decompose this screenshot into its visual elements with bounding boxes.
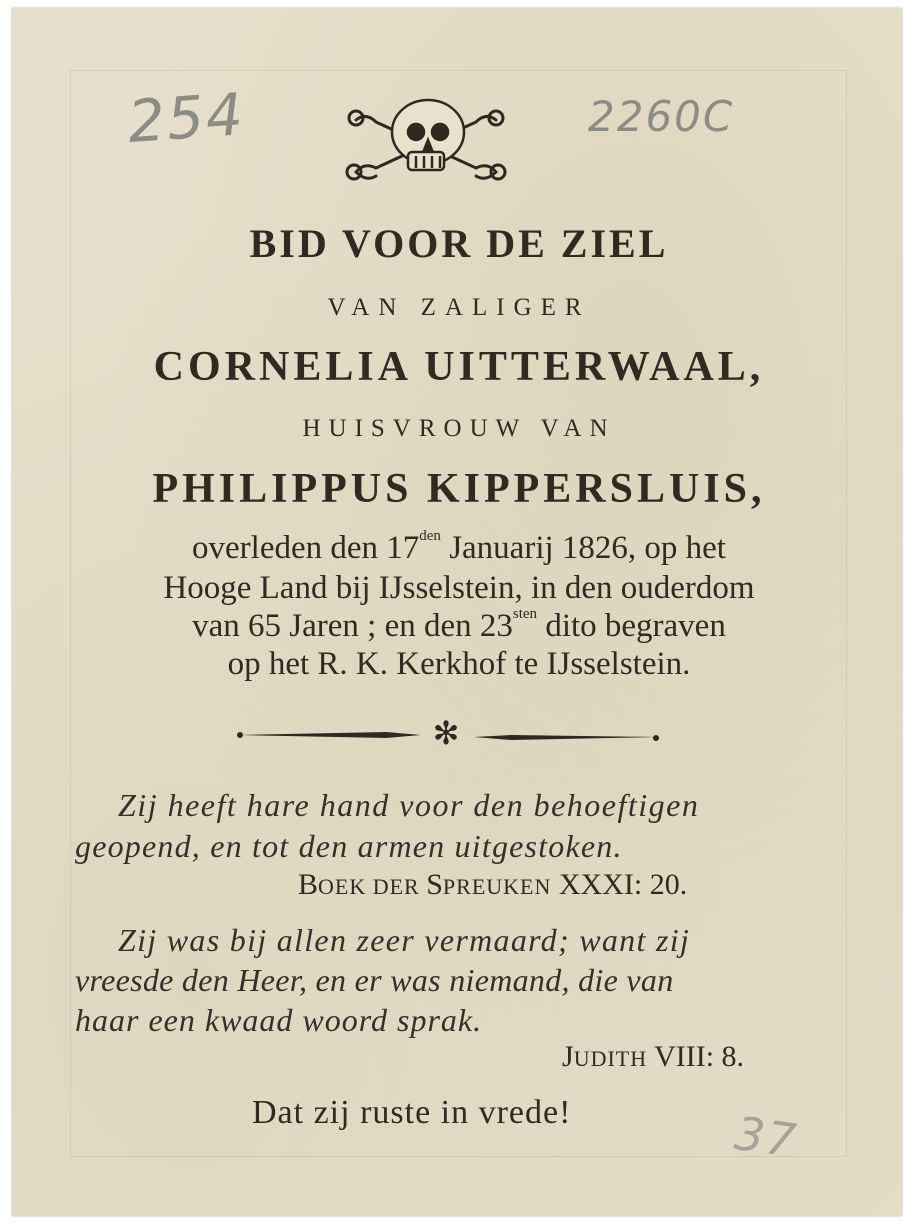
quote2-line-1: Zij was bij allen zeer vermaard; want zij <box>118 922 691 958</box>
ref2-num: VIII: 8. <box>647 1040 745 1073</box>
body-line-1 <box>0 530 918 567</box>
heading-line-4: HUISVROUW VAN <box>302 415 616 442</box>
heading-line-2: VAN ZALIGER <box>327 294 591 321</box>
body-line-3b: dito begraven <box>537 608 726 644</box>
quote1-line-2: geopend, en tot den armen uitgestoken. <box>75 828 623 864</box>
ref1-oek: OEK DER <box>318 874 427 899</box>
ref2-udith: UDITH <box>573 1046 648 1071</box>
husband-name: PHILIPPUS KIPPERSLUIS, <box>152 466 766 512</box>
superscript-den: den <box>419 528 441 544</box>
heading-line-1: BID VOOR DE ZIEL <box>249 221 669 266</box>
quote2-reference <box>562 1040 744 1074</box>
pencil-number-left: 254 <box>125 80 247 156</box>
deceased-name: CORNELIA UITTERWAAL, <box>153 344 765 390</box>
pencil-number-bottom: 37 <box>731 1105 802 1169</box>
pencil-number-right: 2260C <box>588 92 735 141</box>
skull-and-crossbones-icon <box>336 90 516 190</box>
ref2-J: J <box>562 1040 574 1073</box>
ref1-num: XXXI: 20. <box>551 868 688 901</box>
body-line-3 <box>0 608 918 645</box>
body-line-3a: van 65 Jaren ; en den 23 <box>192 608 513 644</box>
ref1-preuken: PREUKEN <box>442 874 552 899</box>
quote1-reference <box>298 868 687 902</box>
body-line-4: op het R. K. Kerkhof te IJsselstein. <box>227 646 691 682</box>
quote1-line-1: Zij heeft hare hand voor den behoeftigen <box>118 787 700 823</box>
body-line-1a: overleden den 17 <box>192 530 420 566</box>
closing-line: Dat zij ruste in vrede! <box>252 1094 572 1131</box>
ref1-S: S <box>426 868 443 901</box>
superscript-sten: sten <box>512 606 538 622</box>
quote2-line-3: haar een kwaad woord sprak. <box>75 1002 483 1038</box>
quote2-line-2: vreesde den Heer, en er was niemand, die van <box>75 962 674 998</box>
asterisk-flourish-icon: ✻ <box>432 714 460 752</box>
ref1-B: B <box>298 868 319 901</box>
body-line-2: Hooge Land bij IJsselstein, in den ouderdom <box>163 570 755 606</box>
body-line-1b: Januarij 1826, op het <box>440 530 726 566</box>
